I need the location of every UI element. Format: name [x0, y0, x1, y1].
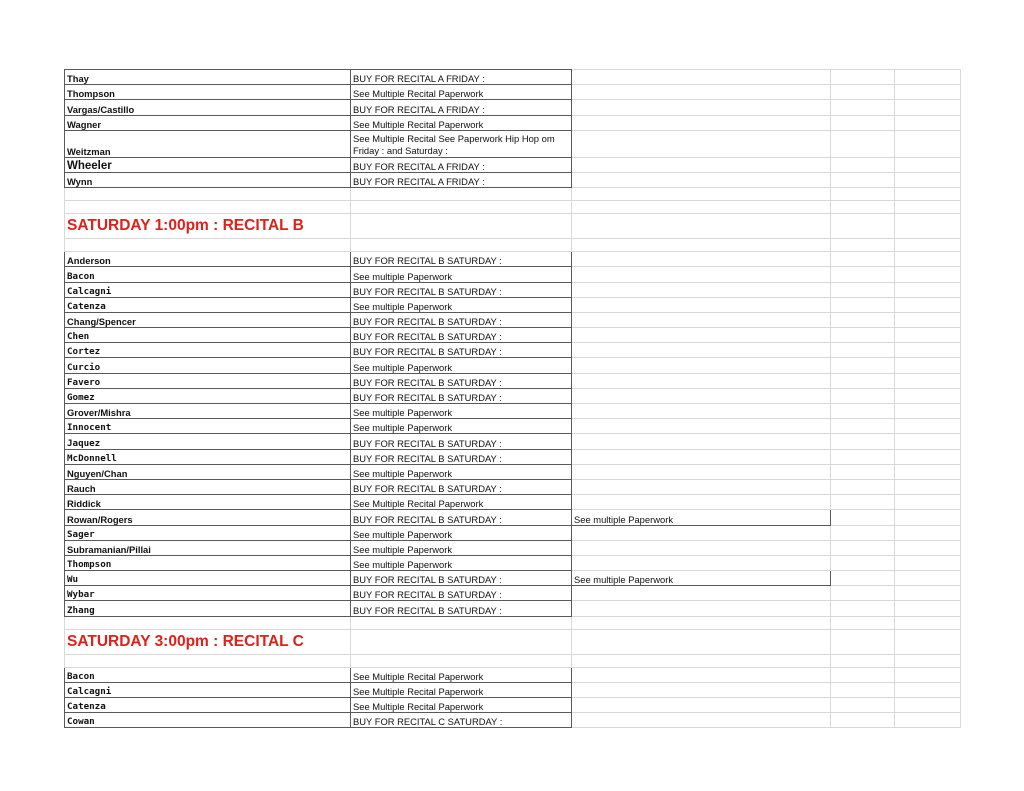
extra-note	[572, 464, 831, 479]
table-row	[65, 157, 961, 172]
table-row	[65, 358, 961, 373]
extra-note	[572, 70, 831, 85]
ticket-status: See multiple Paperwork	[351, 404, 572, 419]
student-name: Thompson	[65, 555, 351, 570]
extra-note	[572, 713, 831, 728]
empty-cell	[895, 252, 961, 267]
table-row	[65, 172, 961, 187]
spreadsheet	[64, 69, 961, 728]
ticket-status: BUY FOR RECITAL B SATURDAY :	[351, 312, 572, 327]
empty-cell	[831, 404, 895, 419]
extra-note	[572, 312, 831, 327]
extra-note	[572, 267, 831, 282]
empty-cell	[831, 419, 895, 434]
extra-note	[572, 373, 831, 388]
empty-cell	[831, 525, 895, 540]
table-row	[65, 525, 961, 540]
table-row	[65, 601, 961, 616]
empty-cell	[831, 434, 895, 449]
table-row	[65, 449, 961, 464]
extra-note	[572, 667, 831, 682]
empty-cell	[831, 358, 895, 373]
recital-table	[64, 69, 961, 728]
ticket-status: BUY FOR RECITAL B SATURDAY :	[351, 343, 572, 358]
table-row	[65, 682, 961, 697]
student-name: Chang/Spencer	[65, 312, 351, 327]
student-name: Bacon	[65, 667, 351, 682]
empty-cell	[831, 495, 895, 510]
ticket-status: BUY FOR RECITAL B SATURDAY :	[351, 479, 572, 494]
empty-cell	[895, 667, 961, 682]
table-row	[65, 586, 961, 601]
student-name: Wagner	[65, 115, 351, 130]
empty-cell	[895, 586, 961, 601]
empty-cell	[895, 358, 961, 373]
empty-cell	[895, 601, 961, 616]
ticket-status: See multiple Paperwork	[351, 267, 572, 282]
blank-row	[65, 654, 961, 667]
ticket-status: BUY FOR RECITAL B SATURDAY :	[351, 328, 572, 343]
ticket-status: BUY FOR RECITAL A FRIDAY :	[351, 70, 572, 85]
empty-cell	[895, 404, 961, 419]
blank-row	[65, 188, 961, 201]
empty-cell	[831, 373, 895, 388]
section-title: SATURDAY 3:00pm : RECITAL C	[67, 632, 304, 650]
ticket-status: See multiple Paperwork	[351, 540, 572, 555]
table-row	[65, 479, 961, 494]
section-c-rows	[65, 667, 961, 728]
table-row	[65, 100, 961, 115]
extra-note	[572, 449, 831, 464]
student-name: Zhang	[65, 601, 351, 616]
empty-cell	[831, 510, 895, 525]
empty-cell	[895, 464, 961, 479]
ticket-status: BUY FOR RECITAL B SATURDAY :	[351, 282, 572, 297]
empty-cell	[895, 373, 961, 388]
student-name: Subramanian/Pillai	[65, 540, 351, 555]
extra-note	[572, 586, 831, 601]
blank-row	[65, 201, 961, 214]
ticket-status: BUY FOR RECITAL A FRIDAY :	[351, 157, 572, 172]
table-row	[65, 297, 961, 312]
table-row	[65, 698, 961, 713]
extra-note	[572, 282, 831, 297]
student-name: Catenza	[65, 698, 351, 713]
extra-note	[572, 404, 831, 419]
extra-note: See multiple Paperwork	[572, 510, 831, 525]
ticket-status: BUY FOR RECITAL B SATURDAY :	[351, 434, 572, 449]
empty-cell	[831, 282, 895, 297]
section-header-row	[65, 214, 961, 239]
ticket-status: BUY FOR RECITAL B SATURDAY :	[351, 388, 572, 403]
section-header-row	[65, 629, 961, 654]
student-name: Curcio	[65, 358, 351, 373]
section-title-cell	[65, 629, 351, 654]
student-name: Grover/Mishra	[65, 404, 351, 419]
student-name: Wynn	[65, 172, 351, 187]
extra-note	[572, 388, 831, 403]
extra-note	[572, 358, 831, 373]
empty-cell	[895, 698, 961, 713]
student-name: Bacon	[65, 267, 351, 282]
ticket-status: BUY FOR RECITAL A FRIDAY :	[351, 100, 572, 115]
empty-cell	[895, 540, 961, 555]
student-name: Jaquez	[65, 434, 351, 449]
empty-cell	[895, 343, 961, 358]
ticket-status: BUY FOR RECITAL B SATURDAY :	[351, 252, 572, 267]
extra-note	[572, 328, 831, 343]
extra-note	[572, 698, 831, 713]
empty-cell	[895, 449, 961, 464]
empty-cell	[831, 698, 895, 713]
empty-cell	[895, 434, 961, 449]
extra-note	[572, 495, 831, 510]
extra-note: See multiple Paperwork	[572, 571, 831, 586]
ticket-status: See Multiple Recital Paperwork	[351, 698, 572, 713]
table-row	[65, 130, 961, 157]
empty-cell	[895, 267, 961, 282]
ticket-status: See multiple Paperwork	[351, 464, 572, 479]
table-row	[65, 343, 961, 358]
ticket-status: BUY FOR RECITAL B SATURDAY :	[351, 601, 572, 616]
table-row	[65, 70, 961, 85]
student-name: Anderson	[65, 252, 351, 267]
student-name: Riddick	[65, 495, 351, 510]
extra-note	[572, 525, 831, 540]
student-name: Sager	[65, 525, 351, 540]
empty-cell	[895, 388, 961, 403]
blank-row	[65, 616, 961, 629]
empty-cell	[831, 667, 895, 682]
ticket-status: BUY FOR RECITAL B SATURDAY :	[351, 449, 572, 464]
table-row	[65, 328, 961, 343]
empty-cell	[831, 571, 895, 586]
extra-note	[572, 682, 831, 697]
table-row	[65, 464, 961, 479]
table-row	[65, 434, 961, 449]
empty-cell	[895, 297, 961, 312]
empty-cell	[895, 312, 961, 327]
table-row	[65, 571, 961, 586]
table-row	[65, 419, 961, 434]
empty-cell	[895, 682, 961, 697]
empty-cell	[895, 479, 961, 494]
ticket-status: BUY FOR RECITAL B SATURDAY :	[351, 571, 572, 586]
student-name: Vargas/Castillo	[65, 100, 351, 115]
table-row	[65, 555, 961, 570]
ticket-status: See Multiple Recital Paperwork	[351, 667, 572, 682]
ticket-status: See multiple Paperwork	[351, 555, 572, 570]
empty-cell	[831, 297, 895, 312]
ticket-status: See multiple Paperwork	[351, 525, 572, 540]
student-name: Rauch	[65, 479, 351, 494]
empty-cell	[831, 312, 895, 327]
empty-cell	[895, 328, 961, 343]
table-row	[65, 282, 961, 297]
student-name: Wu	[65, 571, 351, 586]
empty-cell	[831, 328, 895, 343]
extra-note	[572, 555, 831, 570]
student-name: Weitzman	[65, 130, 351, 157]
ticket-status: BUY FOR RECITAL B SATURDAY :	[351, 510, 572, 525]
empty-cell	[831, 388, 895, 403]
empty-cell	[831, 449, 895, 464]
empty-cell	[895, 282, 961, 297]
student-name: Cortez	[65, 343, 351, 358]
table-row	[65, 540, 961, 555]
ticket-status: BUY FOR RECITAL A FRIDAY :	[351, 172, 572, 187]
table-row	[65, 510, 961, 525]
empty-cell	[895, 571, 961, 586]
table-row	[65, 85, 961, 100]
empty-cell	[895, 525, 961, 540]
blank-row	[65, 239, 961, 252]
student-name: Chen	[65, 328, 351, 343]
extra-note	[572, 343, 831, 358]
table-row	[65, 252, 961, 267]
extra-note	[572, 297, 831, 312]
student-name: Rowan/Rogers	[65, 510, 351, 525]
student-name: Thompson	[65, 85, 351, 100]
ticket-status: See Multiple Recital Paperwork	[351, 682, 572, 697]
ticket-status: BUY FOR RECITAL C SATURDAY :	[351, 713, 572, 728]
extra-note	[572, 540, 831, 555]
student-name: Wybar	[65, 586, 351, 601]
empty-cell	[831, 555, 895, 570]
student-name: Gomez	[65, 388, 351, 403]
table-row	[65, 312, 961, 327]
extra-note	[572, 479, 831, 494]
empty-cell	[831, 682, 895, 697]
extra-note	[572, 601, 831, 616]
student-name: Innocent	[65, 419, 351, 434]
student-name: Catenza	[65, 297, 351, 312]
ticket-status: BUY FOR RECITAL B SATURDAY :	[351, 586, 572, 601]
empty-cell	[831, 586, 895, 601]
table-row	[65, 115, 961, 130]
table-row	[65, 667, 961, 682]
ticket-status: See multiple Paperwork	[351, 297, 572, 312]
extra-note	[572, 252, 831, 267]
empty-cell	[895, 713, 961, 728]
table-row	[65, 373, 961, 388]
empty-cell	[831, 464, 895, 479]
extra-note	[572, 434, 831, 449]
ticket-status: See Multiple Recital Paperwork	[351, 495, 572, 510]
ticket-status: See Multiple Recital Paperwork	[351, 85, 572, 100]
student-name: Wheeler	[65, 157, 351, 172]
empty-cell	[831, 601, 895, 616]
section-title: SATURDAY 1:00pm : RECITAL B	[67, 217, 304, 235]
section-b-rows	[65, 252, 961, 617]
student-name: Calcagni	[65, 682, 351, 697]
empty-cell	[831, 267, 895, 282]
ticket-status: BUY FOR RECITAL B SATURDAY :	[351, 373, 572, 388]
student-name: McDonnell	[65, 449, 351, 464]
empty-cell	[895, 510, 961, 525]
student-name: Favero	[65, 373, 351, 388]
empty-cell	[895, 555, 961, 570]
student-name: Calcagni	[65, 282, 351, 297]
table-row	[65, 495, 961, 510]
student-name: Cowan	[65, 713, 351, 728]
table-row	[65, 404, 961, 419]
ticket-status: See multiple Paperwork	[351, 358, 572, 373]
student-name: Nguyen/Chan	[65, 464, 351, 479]
table-row	[65, 388, 961, 403]
table-row	[65, 267, 961, 282]
empty-cell	[831, 540, 895, 555]
empty-cell	[831, 343, 895, 358]
empty-cell	[831, 479, 895, 494]
ticket-status: See multiple Paperwork	[351, 419, 572, 434]
table-row	[65, 713, 961, 728]
empty-cell	[895, 495, 961, 510]
student-name: Thay	[65, 70, 351, 85]
section-title-cell	[65, 214, 351, 239]
empty-cell	[831, 252, 895, 267]
extra-note	[572, 419, 831, 434]
ticket-status: See Multiple Recital See Paperwork Hip Hop om Friday : and Saturday :	[351, 130, 572, 157]
empty-cell	[831, 713, 895, 728]
ticket-status: See Multiple Recital Paperwork	[351, 115, 572, 130]
empty-cell	[895, 419, 961, 434]
